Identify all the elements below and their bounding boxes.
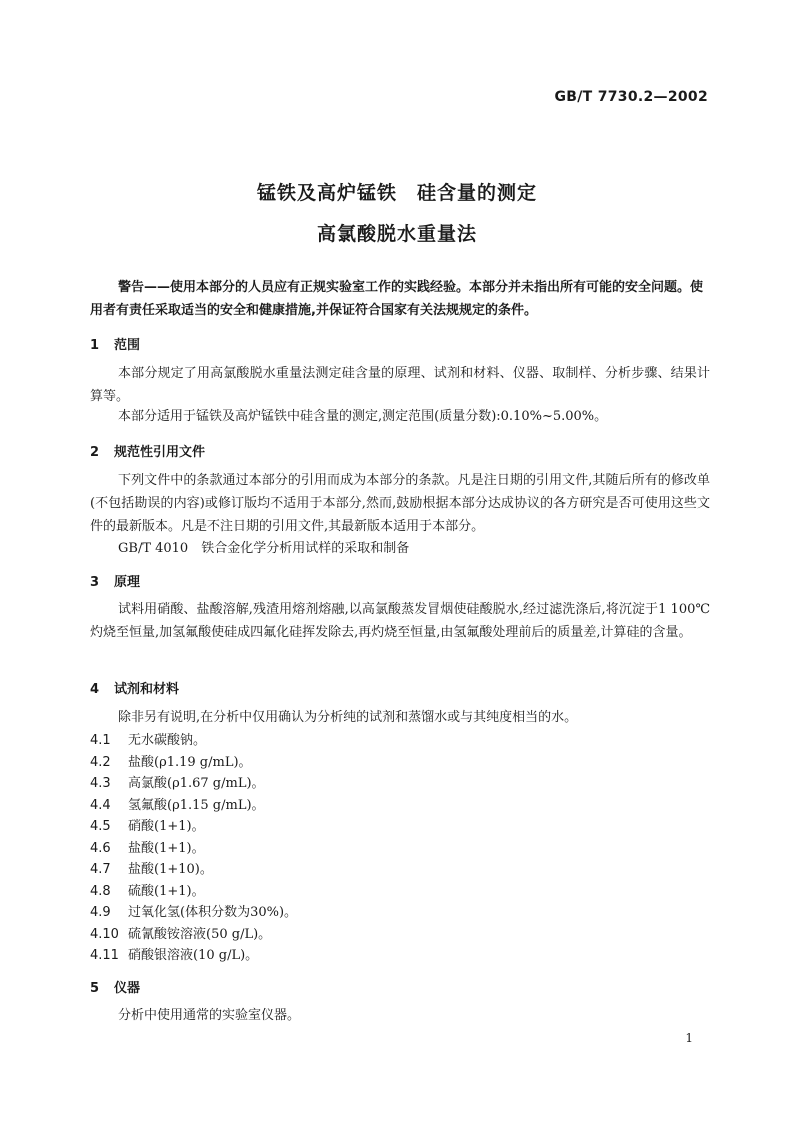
- section-1-paragraph-2: 本部分适用于锰铁及高炉锰铁中硅含量的测定,测定范围(质量分数):0.10%~5.00%。: [118, 409, 608, 424]
- section-5-paragraph-1: 分析中使用通常的实验室仪器。: [118, 1008, 301, 1023]
- reagent-item: [90, 858, 213, 877]
- standard-code: GB/T 7730.2—2002: [554, 89, 708, 105]
- item-text: 硝酸银溶液(10 g/L)。: [128, 948, 259, 963]
- page-number: 1: [685, 1031, 693, 1045]
- reagent-item: [90, 729, 206, 748]
- section-number: 2: [90, 445, 100, 460]
- normative-reference: GB/T 4010 铁合金化学分析用试样的采取和制备: [118, 541, 410, 556]
- document-title-line1: 锰铁及高炉锰铁 硅含量的测定: [256, 182, 537, 204]
- section-number: 4: [90, 682, 100, 697]
- item-number: 4.10: [90, 927, 119, 942]
- item-number: 4.5: [90, 819, 111, 834]
- item-text: 硫氰酸铵溶液(50 g/L)。: [128, 927, 272, 942]
- section-1-paragraph-1: 本部分规定了用高氯酸脱水重量法测定硅含量的原理、试剂和材料、仪器、取制样、分析步骤、结果计算等。: [90, 366, 710, 404]
- section-2-paragraph-1: 下列文件中的条款通过本部分的引用而成为本部分的条款。凡是注日期的引用文件,其随后所有的修改单(不包括勘误的内容)或修订版均不适用于本部分,然而,鼓励根据本部分达成协议的各方研究是否可使用这些文件的最新版本。凡是不注日期的引用文件,其最新版本适用于本部分。: [90, 473, 710, 534]
- item-number: 4.8: [90, 884, 111, 899]
- section-title: 仪器: [114, 981, 141, 996]
- item-number: 4.11: [90, 948, 119, 963]
- item-number: 4.6: [90, 841, 111, 856]
- item-number: 4.2: [90, 755, 111, 770]
- reagent-item: [90, 751, 252, 770]
- item-number: 4.9: [90, 905, 111, 920]
- reagent-item: [90, 815, 205, 834]
- section-title: 原理: [114, 575, 141, 590]
- section-3-heading: [90, 571, 140, 590]
- section-title: 规范性引用文件: [114, 445, 206, 460]
- section-5-heading: [90, 977, 140, 996]
- reagent-item: [90, 901, 297, 920]
- item-text: 氢氟酸(ρ1.15 g/mL)。: [128, 798, 265, 813]
- item-number: 4.7: [90, 862, 111, 877]
- section-4-paragraph-1: 除非另有说明,在分析中仅用确认为分析纯的试剂和蒸馏水或与其纯度相当的水。: [118, 710, 578, 725]
- reagent-item: [90, 837, 205, 856]
- section-number: 5: [90, 981, 100, 996]
- section-3-paragraph-1: 试料用硝酸、盐酸溶解,残渣用熔剂熔融,以高氯酸蒸发冒烟使硅酸脱水,经过滤洗涤后,将沉淀于1 100℃灼烧至恒量,加氢氟酸使硅成四氟化硅挥发除去,再灼烧至恒量,由氢氟酸处理前后的质量差,计算硅的含量。: [90, 602, 710, 640]
- item-text: 硫酸(1+1)。: [128, 884, 205, 899]
- section-4-heading: [90, 678, 179, 697]
- item-text: 硝酸(1+1)。: [128, 819, 205, 834]
- section-title: 试剂和材料: [114, 682, 180, 697]
- warning-paragraph: 警告——使用本部分的人员应有正规实验室工作的实践经验。本部分并未指出所有可能的安全问题。使用者有责任采取适当的安全和健康措施,并保证符合国家有关法规规定的条件。: [90, 280, 704, 318]
- reagent-item: [90, 794, 265, 813]
- item-number: 4.4: [90, 798, 111, 813]
- item-text: 盐酸(1+1)。: [128, 841, 205, 856]
- item-text: 无水碳酸钠。: [128, 733, 207, 748]
- section-title: 范围: [114, 338, 141, 353]
- item-number: 4.3: [90, 776, 111, 791]
- reagent-item: [90, 923, 271, 942]
- item-text: 盐酸(1+10)。: [128, 862, 213, 877]
- section-2-heading: [90, 441, 205, 460]
- item-text: 盐酸(ρ1.19 g/mL)。: [128, 755, 252, 770]
- section-number: 3: [90, 575, 100, 590]
- item-text: 高氯酸(ρ1.67 g/mL)。: [128, 776, 265, 791]
- document-title-line2: 高氯酸脱水重量法: [316, 223, 477, 245]
- section-1-heading: [90, 334, 140, 353]
- item-number: 4.1: [90, 733, 111, 748]
- reagent-item: [90, 880, 205, 899]
- reagent-item: [90, 772, 265, 791]
- item-text: 过氧化氢(体积分数为30%)。: [128, 905, 298, 920]
- reagent-item: [90, 944, 258, 963]
- section-number: 1: [90, 338, 100, 353]
